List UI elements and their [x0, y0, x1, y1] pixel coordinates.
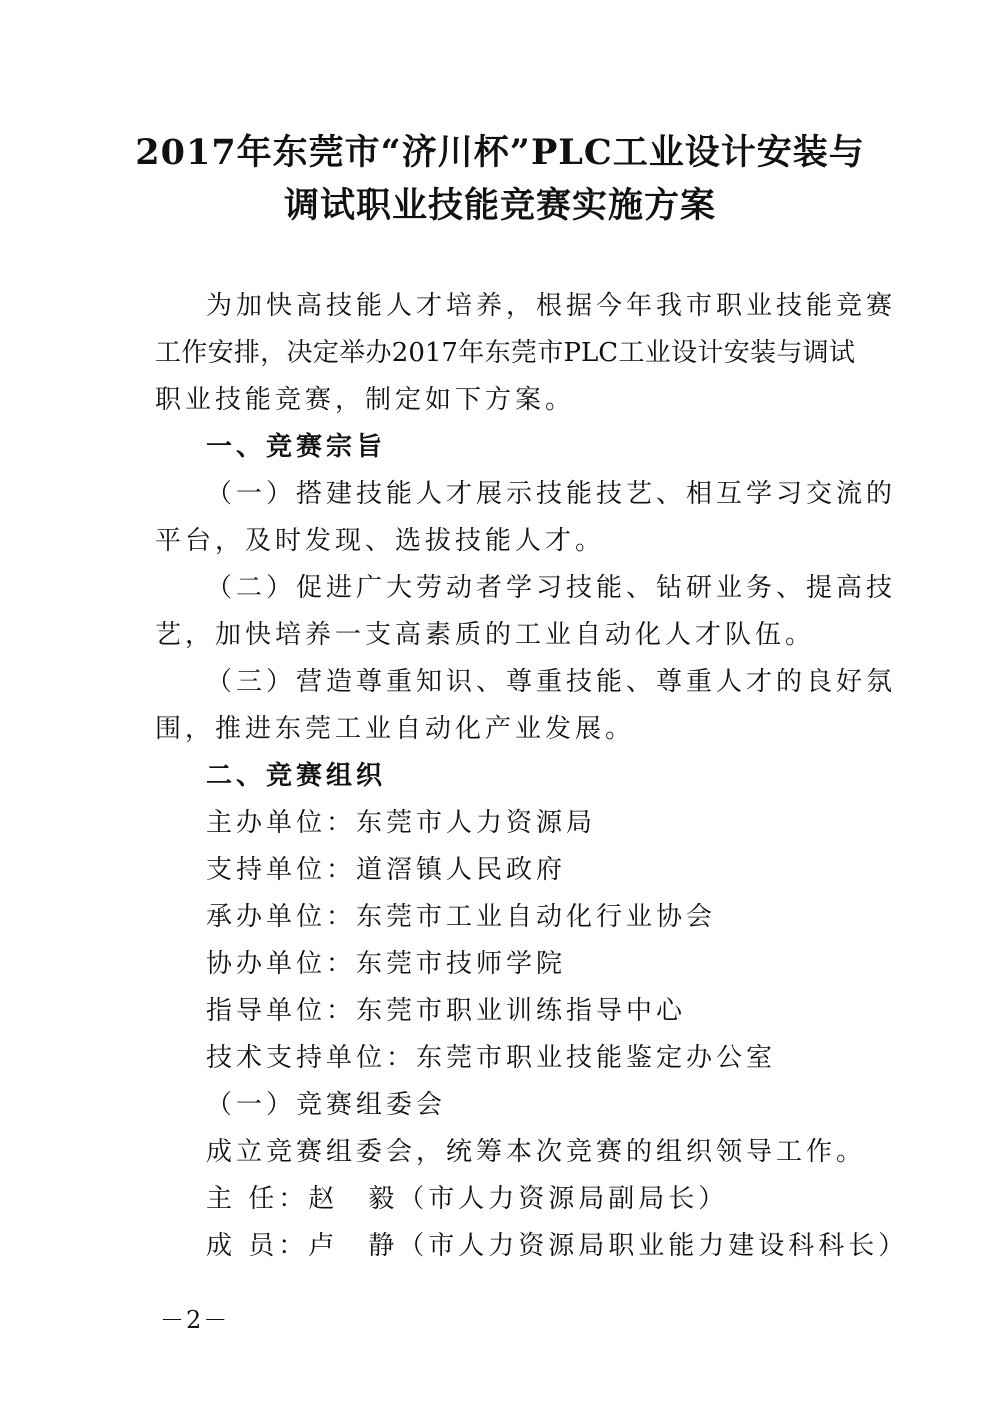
committee-member: 成 员：卢 静（市人力资源局职业能力建设科科长）	[206, 1231, 909, 1261]
organizer-guidance: 指导单位：东莞市职业训练指导中心	[206, 996, 687, 1026]
organizer-co-host: 协办单位：东莞市技师学院	[206, 949, 567, 979]
organizer-technical-support: 技术支持单位：东莞市职业技能鉴定办公室	[206, 1043, 777, 1073]
section-1-item-2-line-1: （二）促进广大劳动者学习技能、钻研业务、提高技	[206, 573, 897, 603]
section-2-heading: 二、竞赛组织	[206, 761, 387, 791]
intro-line-3: 职业技能竞赛，制定如下方案。	[155, 385, 576, 415]
section-1-item-2-line-2: 艺，加快培养一支高素质的工业自动化人才队伍。	[155, 620, 816, 650]
committee-director: 主 任：赵 毅（市人力资源局副局长）	[206, 1184, 729, 1214]
organizer-host: 主办单位：东莞市人力资源局	[206, 808, 597, 838]
section-1-item-3-line-2: 围，推进东莞工业自动化产业发展。	[155, 714, 636, 744]
organizer-support: 支持单位：道滘镇人民政府	[206, 855, 567, 885]
organizer-undertaker: 承办单位：东莞市工业自动化行业协会	[206, 902, 717, 932]
subsection-committee-text: 成立竞赛组委会，统筹本次竞赛的组织领导工作。	[206, 1137, 867, 1167]
page-number: －2－	[160, 1306, 230, 1334]
intro-line-2: 工作安排，决定举办2017年东莞市PLC工业设计安装与调试	[155, 338, 855, 368]
section-1-item-3-line-1: （三）营造尊重知识、尊重技能、尊重人才的良好氛	[206, 667, 897, 697]
subsection-committee-heading: （一）竞赛组委会	[206, 1090, 447, 1120]
document-title-line-1: 2017年东莞市“济川杯”PLC工业设计安装与	[135, 132, 865, 173]
section-1-item-1-line-1: （一）搭建技能人才展示技能技艺、相互学习交流的	[206, 479, 897, 509]
section-1-heading: 一、竞赛宗旨	[206, 432, 387, 462]
section-1-item-1-line-2: 平台，及时发现、选拔技能人才。	[155, 526, 606, 556]
intro-line-1: 为加快高技能人才培养，根据今年我市职业技能竞赛	[206, 291, 897, 321]
document-title-line-2: 调试职业技能竞赛实施方案	[283, 185, 716, 226]
